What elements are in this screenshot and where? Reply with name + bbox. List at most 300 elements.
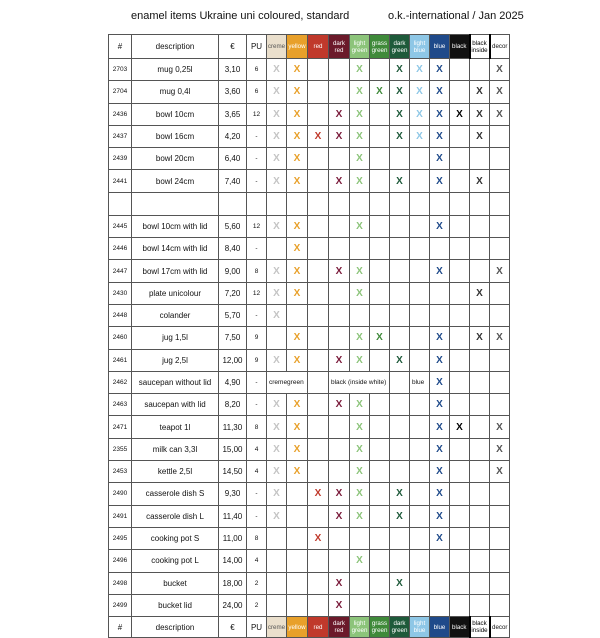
cell-light-blue bbox=[410, 238, 430, 260]
cell-red bbox=[308, 238, 329, 260]
cell-decor bbox=[490, 572, 510, 594]
cell-yellow: X bbox=[287, 215, 308, 237]
cell-decor bbox=[490, 483, 510, 505]
item-pu: 12 bbox=[247, 282, 267, 304]
cell-red bbox=[308, 461, 329, 483]
footer-price: € bbox=[219, 617, 247, 638]
cell-creme: X bbox=[267, 59, 287, 81]
table-row bbox=[109, 594, 510, 616]
cell-grass-green bbox=[370, 461, 390, 483]
item-description: saucepan without lid bbox=[132, 371, 219, 393]
cell-light-blue bbox=[410, 416, 430, 438]
cell-blue: X bbox=[430, 483, 450, 505]
cell-decor: X bbox=[490, 103, 510, 125]
cell-light-blue bbox=[410, 260, 430, 282]
header-dark-green: dark green bbox=[390, 35, 410, 59]
cell-yellow bbox=[287, 572, 308, 594]
cell-dark-red: X bbox=[329, 483, 350, 505]
cell-black bbox=[450, 371, 470, 393]
cell-decor bbox=[490, 125, 510, 147]
cell-grass-green bbox=[370, 349, 390, 371]
table-row bbox=[109, 483, 510, 505]
cell-creme bbox=[267, 550, 287, 572]
cell-black-inside bbox=[470, 349, 490, 371]
cell-grass-green bbox=[370, 416, 390, 438]
document-title: enamel items Ukraine uni coloured, standard bbox=[131, 10, 350, 22]
cell-blue: X bbox=[430, 215, 450, 237]
footer-black-inside: black inside bbox=[470, 617, 490, 638]
cell-black bbox=[450, 327, 470, 349]
cell-yellow: X bbox=[287, 438, 308, 460]
cell-dark-green: X bbox=[390, 349, 410, 371]
item-description: mug 0,25l bbox=[132, 59, 219, 81]
cell-blue: X bbox=[430, 148, 450, 170]
availability-note: cremegreen bbox=[267, 371, 308, 393]
cell-light-blue: X bbox=[410, 81, 430, 103]
cell-black bbox=[450, 550, 470, 572]
header-light-green: light green bbox=[350, 35, 370, 59]
item-pu: - bbox=[247, 394, 267, 416]
cell-blue bbox=[430, 238, 450, 260]
table-row bbox=[109, 304, 510, 326]
cell-red bbox=[308, 215, 329, 237]
item-pu: - bbox=[247, 170, 267, 192]
item-number: 2430 bbox=[109, 282, 132, 304]
company-date: o.k.-international / Jan 2025 bbox=[388, 10, 524, 22]
cell-dark-red bbox=[329, 282, 350, 304]
cell-light-green bbox=[350, 527, 370, 549]
cell-dark-green bbox=[390, 438, 410, 460]
cell-dark-green bbox=[390, 416, 410, 438]
cell-grass-green: X bbox=[370, 81, 390, 103]
table-row bbox=[109, 550, 510, 572]
cell-dark-green bbox=[390, 260, 410, 282]
header-black: black bbox=[450, 35, 470, 59]
cell-blue bbox=[430, 594, 450, 616]
cell-black-inside bbox=[470, 505, 490, 527]
cell-decor bbox=[490, 394, 510, 416]
cell-light-green: X bbox=[350, 59, 370, 81]
header-nr: # bbox=[109, 35, 132, 59]
cell-black-inside bbox=[470, 438, 490, 460]
cell-black-inside: X bbox=[470, 327, 490, 349]
cell-yellow: X bbox=[287, 282, 308, 304]
header-blue: blue bbox=[430, 35, 450, 59]
cell-light-green: X bbox=[350, 260, 370, 282]
cell-light-blue bbox=[410, 148, 430, 170]
item-pu: - bbox=[247, 125, 267, 147]
header-light-blue: light blue bbox=[410, 35, 430, 59]
item-price: 8,20 bbox=[219, 394, 247, 416]
cell-black bbox=[450, 238, 470, 260]
cell-black bbox=[450, 461, 470, 483]
cell-yellow: X bbox=[287, 461, 308, 483]
cell-dark-green bbox=[390, 594, 410, 616]
item-description: bowl 16cm bbox=[132, 125, 219, 147]
footer-row bbox=[109, 617, 510, 638]
cell-dark-green: X bbox=[390, 483, 410, 505]
cell-blue: X bbox=[430, 416, 450, 438]
item-pu: 4 bbox=[247, 461, 267, 483]
cell-dark-red: X bbox=[329, 394, 350, 416]
cell-red bbox=[308, 260, 329, 282]
item-pu: - bbox=[247, 505, 267, 527]
table-row bbox=[109, 170, 510, 192]
cell-black-inside bbox=[470, 304, 490, 326]
cell-red bbox=[308, 572, 329, 594]
cell-red bbox=[308, 594, 329, 616]
footer-creme: creme bbox=[267, 617, 287, 638]
cell-grass-green bbox=[370, 438, 390, 460]
cell-light-green: X bbox=[350, 550, 370, 572]
cell-grass-green bbox=[370, 282, 390, 304]
item-number: 2499 bbox=[109, 594, 132, 616]
cell-yellow: X bbox=[287, 349, 308, 371]
item-pu: 8 bbox=[247, 260, 267, 282]
cell-creme: X bbox=[267, 260, 287, 282]
footer-dark-red: dark red bbox=[329, 617, 350, 638]
cell-black-inside: X bbox=[470, 125, 490, 147]
table-row bbox=[109, 505, 510, 527]
table-row bbox=[109, 238, 510, 260]
item-price: 7,50 bbox=[219, 327, 247, 349]
cell-black-inside bbox=[470, 461, 490, 483]
table-row bbox=[109, 148, 510, 170]
cell-black-inside bbox=[470, 238, 490, 260]
cell-light-green bbox=[350, 572, 370, 594]
footer-blue: blue bbox=[430, 617, 450, 638]
cell-dark-green: X bbox=[390, 81, 410, 103]
cell-black bbox=[450, 594, 470, 616]
cell-red bbox=[308, 371, 329, 393]
cell-grass-green bbox=[370, 125, 390, 147]
cell-dark-red bbox=[329, 238, 350, 260]
cell-blue: X bbox=[430, 349, 450, 371]
cell-dark-green bbox=[390, 371, 410, 393]
cell-dark-red: X bbox=[329, 594, 350, 616]
header-red: red bbox=[308, 35, 329, 59]
cell-black-inside: X bbox=[470, 282, 490, 304]
footer-pu: PU bbox=[247, 617, 267, 638]
header-dark-red: dark red bbox=[329, 35, 350, 59]
cell-light-green: X bbox=[350, 81, 370, 103]
cell-dark-red bbox=[329, 461, 350, 483]
item-pu: 2 bbox=[247, 572, 267, 594]
cell-light-blue bbox=[410, 483, 430, 505]
header-decor: decor bbox=[490, 35, 510, 59]
item-number: 2471 bbox=[109, 416, 132, 438]
item-number: 2490 bbox=[109, 483, 132, 505]
cell-yellow: X bbox=[287, 394, 308, 416]
item-pu: - bbox=[247, 371, 267, 393]
item-pu: 12 bbox=[247, 215, 267, 237]
item-number: 2439 bbox=[109, 148, 132, 170]
cell-creme bbox=[267, 594, 287, 616]
cell-light-green bbox=[350, 594, 370, 616]
cell-light-blue bbox=[410, 394, 430, 416]
cell-black bbox=[450, 438, 470, 460]
cell-dark-red bbox=[329, 438, 350, 460]
cell-blue: X bbox=[430, 327, 450, 349]
cell-black-inside bbox=[470, 550, 490, 572]
cell-red bbox=[308, 148, 329, 170]
header-yellow: yellow bbox=[287, 35, 308, 59]
cell-grass-green bbox=[370, 505, 390, 527]
cell-dark-red bbox=[329, 148, 350, 170]
item-number: 2453 bbox=[109, 461, 132, 483]
cell-black bbox=[450, 483, 470, 505]
item-number: 2704 bbox=[109, 81, 132, 103]
cell-blue: X bbox=[430, 461, 450, 483]
item-number: 2703 bbox=[109, 59, 132, 81]
cell-grass-green bbox=[370, 59, 390, 81]
cell-grass-green bbox=[370, 103, 390, 125]
cell-creme: X bbox=[267, 170, 287, 192]
cell-creme: X bbox=[267, 416, 287, 438]
item-number: 2445 bbox=[109, 215, 132, 237]
cell-black bbox=[450, 170, 470, 192]
item-description: mug 0,4l bbox=[132, 81, 219, 103]
footer-grass-green: grass green bbox=[370, 617, 390, 638]
table-row bbox=[109, 416, 510, 438]
cell-grass-green bbox=[370, 594, 390, 616]
product-table bbox=[108, 34, 510, 638]
cell-dark-green bbox=[390, 282, 410, 304]
cell-dark-green bbox=[390, 550, 410, 572]
cell-yellow bbox=[287, 550, 308, 572]
cell-light-blue bbox=[410, 327, 430, 349]
cell-grass-green bbox=[370, 304, 390, 326]
table-row bbox=[109, 260, 510, 282]
cell-dark-red bbox=[329, 550, 350, 572]
cell-black bbox=[450, 527, 470, 549]
table-row bbox=[109, 125, 510, 147]
cell-black bbox=[450, 394, 470, 416]
item-number: 2496 bbox=[109, 550, 132, 572]
cell-light-green: X bbox=[350, 215, 370, 237]
cell-blue: X bbox=[430, 125, 450, 147]
cell-decor bbox=[490, 238, 510, 260]
item-number: 2436 bbox=[109, 103, 132, 125]
cell-creme bbox=[267, 327, 287, 349]
item-description: bowl 24cm bbox=[132, 170, 219, 192]
cell-dark-green: X bbox=[390, 572, 410, 594]
item-description: bucket lid bbox=[132, 594, 219, 616]
cell-black: X bbox=[450, 103, 470, 125]
item-number: 2448 bbox=[109, 304, 132, 326]
cell-red bbox=[308, 416, 329, 438]
header-price: € bbox=[219, 35, 247, 59]
cell-creme: X bbox=[267, 215, 287, 237]
cell-red bbox=[308, 304, 329, 326]
cell-creme: X bbox=[267, 304, 287, 326]
item-description: bowl 20cm bbox=[132, 148, 219, 170]
item-description: bowl 14cm with lid bbox=[132, 238, 219, 260]
item-pu: 4 bbox=[247, 438, 267, 460]
item-price: 14,00 bbox=[219, 550, 247, 572]
item-price: 15,00 bbox=[219, 438, 247, 460]
cell-light-blue bbox=[410, 215, 430, 237]
cell-decor bbox=[490, 371, 510, 393]
cell-decor: X bbox=[490, 59, 510, 81]
cell-light-green: X bbox=[350, 394, 370, 416]
item-price: 18,00 bbox=[219, 572, 247, 594]
item-price: 8,40 bbox=[219, 238, 247, 260]
cell-blue bbox=[430, 550, 450, 572]
cell-red bbox=[308, 505, 329, 527]
item-description: saucepan with lid bbox=[132, 394, 219, 416]
item-pu: - bbox=[247, 238, 267, 260]
item-price: 4,90 bbox=[219, 371, 247, 393]
cell-red bbox=[308, 282, 329, 304]
footer-description: description bbox=[132, 617, 219, 638]
item-price: 7,20 bbox=[219, 282, 247, 304]
cell-light-blue bbox=[410, 438, 430, 460]
cell-decor: X bbox=[490, 416, 510, 438]
table-row bbox=[109, 461, 510, 483]
item-description: casserole dish L bbox=[132, 505, 219, 527]
cell-yellow: X bbox=[287, 260, 308, 282]
cell-black bbox=[450, 260, 470, 282]
table-row bbox=[109, 81, 510, 103]
cell-dark-green: X bbox=[390, 170, 410, 192]
cell-blue: X bbox=[430, 260, 450, 282]
cell-light-blue bbox=[410, 594, 430, 616]
cell-grass-green bbox=[370, 148, 390, 170]
cell-black bbox=[450, 304, 470, 326]
footer-black: black bbox=[450, 617, 470, 638]
cell-decor bbox=[490, 550, 510, 572]
cell-light-blue: X bbox=[410, 125, 430, 147]
item-pu: - bbox=[247, 304, 267, 326]
cell-light-blue bbox=[410, 527, 430, 549]
cell-yellow: X bbox=[287, 81, 308, 103]
cell-grass-green bbox=[370, 572, 390, 594]
footer-light-green: light green bbox=[350, 617, 370, 638]
cell-light-blue bbox=[410, 282, 430, 304]
cell-red: X bbox=[308, 125, 329, 147]
item-description: casserole dish S bbox=[132, 483, 219, 505]
cell-light-green: X bbox=[350, 483, 370, 505]
table-row bbox=[109, 371, 510, 393]
cell-light-green: X bbox=[350, 103, 370, 125]
cell-light-blue bbox=[410, 505, 430, 527]
item-pu: 8 bbox=[247, 527, 267, 549]
item-number: 2498 bbox=[109, 572, 132, 594]
cell-yellow: X bbox=[287, 125, 308, 147]
cell-black-inside bbox=[470, 371, 490, 393]
cell-light-green: X bbox=[350, 461, 370, 483]
cell-black-inside bbox=[470, 394, 490, 416]
cell-decor bbox=[490, 349, 510, 371]
cell-blue: X bbox=[430, 394, 450, 416]
cell-yellow: X bbox=[287, 170, 308, 192]
cell-light-green: X bbox=[350, 125, 370, 147]
cell-decor bbox=[490, 148, 510, 170]
table-row bbox=[109, 438, 510, 460]
cell-decor: X bbox=[490, 461, 510, 483]
cell-dark-green bbox=[390, 327, 410, 349]
item-pu: - bbox=[247, 483, 267, 505]
item-pu: 9 bbox=[247, 327, 267, 349]
item-description: bowl 10cm with lid bbox=[132, 215, 219, 237]
cell-dark-red: X bbox=[329, 349, 350, 371]
cell-blue bbox=[430, 572, 450, 594]
cell-grass-green bbox=[370, 550, 390, 572]
cell-dark-red bbox=[329, 416, 350, 438]
availability-note: black (inside white) bbox=[329, 371, 390, 393]
cell-black-inside bbox=[470, 594, 490, 616]
cell-creme: X bbox=[267, 81, 287, 103]
cell-creme bbox=[267, 238, 287, 260]
cell-red bbox=[308, 59, 329, 81]
cell-dark-green bbox=[390, 304, 410, 326]
item-price: 5,60 bbox=[219, 215, 247, 237]
cell-blue: X bbox=[430, 505, 450, 527]
cell-black bbox=[450, 349, 470, 371]
cell-dark-red: X bbox=[329, 505, 350, 527]
header-description: description bbox=[132, 35, 219, 59]
item-description: jug 2,5l bbox=[132, 349, 219, 371]
item-price: 9,30 bbox=[219, 483, 247, 505]
cell-creme: X bbox=[267, 349, 287, 371]
cell-light-green bbox=[350, 304, 370, 326]
cell-grass-green bbox=[370, 260, 390, 282]
item-description: cooking pot L bbox=[132, 550, 219, 572]
item-price: 11,40 bbox=[219, 505, 247, 527]
item-number: 2437 bbox=[109, 125, 132, 147]
item-price: 12,00 bbox=[219, 349, 247, 371]
footer-decor: decor bbox=[490, 617, 510, 638]
item-pu: 6 bbox=[247, 59, 267, 81]
cell-dark-green: X bbox=[390, 125, 410, 147]
cell-blue bbox=[430, 282, 450, 304]
cell-dark-red: X bbox=[329, 572, 350, 594]
cell-dark-green bbox=[390, 527, 410, 549]
cell-dark-green bbox=[390, 394, 410, 416]
cell-light-green bbox=[350, 238, 370, 260]
cell-grass-green bbox=[370, 215, 390, 237]
cell-black bbox=[450, 572, 470, 594]
header-pu: PU bbox=[247, 35, 267, 59]
cell-dark-red bbox=[329, 527, 350, 549]
cell-dark-red bbox=[329, 59, 350, 81]
cell-blue: X bbox=[430, 59, 450, 81]
cell-creme: X bbox=[267, 103, 287, 125]
item-number: 2491 bbox=[109, 505, 132, 527]
cell-decor bbox=[490, 527, 510, 549]
cell-red bbox=[308, 394, 329, 416]
cell-dark-red bbox=[329, 81, 350, 103]
cell-yellow bbox=[287, 304, 308, 326]
cell-dark-red: X bbox=[329, 260, 350, 282]
cell-black bbox=[450, 282, 470, 304]
cell-dark-red bbox=[329, 327, 350, 349]
item-price: 11,00 bbox=[219, 527, 247, 549]
cell-light-green: X bbox=[350, 438, 370, 460]
cell-dark-red: X bbox=[329, 125, 350, 147]
cell-black-inside bbox=[470, 215, 490, 237]
footer-yellow: yellow bbox=[287, 617, 308, 638]
item-price: 5,70 bbox=[219, 304, 247, 326]
cell-yellow bbox=[287, 527, 308, 549]
cell-decor: X bbox=[490, 438, 510, 460]
item-description: colander bbox=[132, 304, 219, 326]
cell-blue: X bbox=[430, 103, 450, 125]
table-row bbox=[109, 527, 510, 549]
cell-black-inside bbox=[470, 527, 490, 549]
cell-light-green: X bbox=[350, 170, 370, 192]
